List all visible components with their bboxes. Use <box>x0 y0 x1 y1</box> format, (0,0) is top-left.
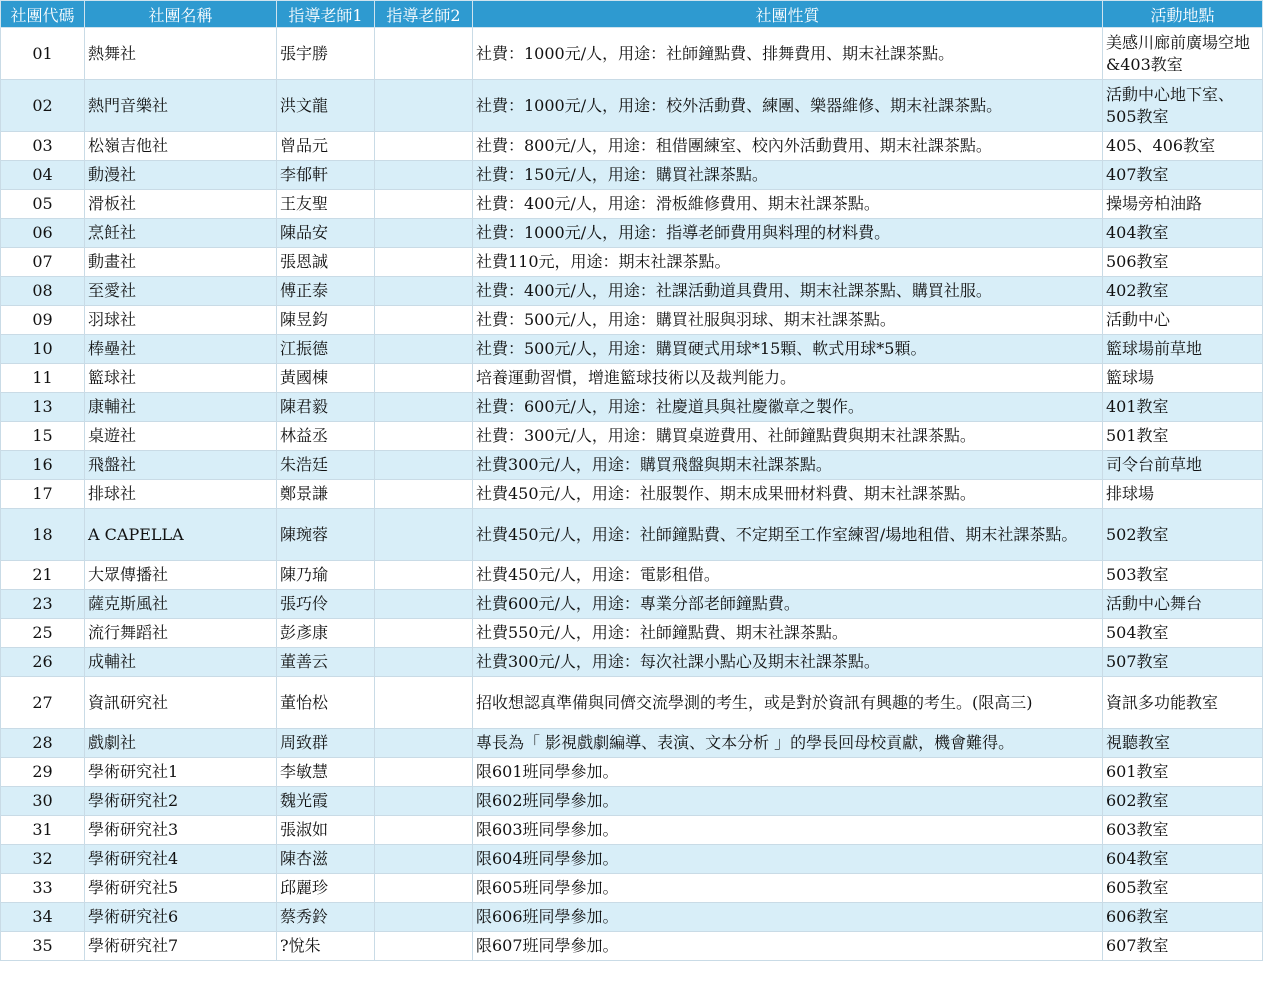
teacher-1-cell: 洪文龍 <box>277 80 375 132</box>
location-cell: 402教室 <box>1103 277 1263 306</box>
teacher-1-cell: 魏光霞 <box>277 787 375 816</box>
club-description-cell: 限607班同學參加。 <box>473 932 1103 961</box>
club-name-cell: 排球社 <box>85 480 277 509</box>
table-row <box>1 306 1263 335</box>
teacher-2-cell <box>375 80 473 132</box>
club-name-cell: 學術研究社6 <box>85 903 277 932</box>
teacher-1-cell: 蔡秀鈴 <box>277 903 375 932</box>
header-teacher-1: 指導老師1 <box>277 1 375 28</box>
table-row <box>1 590 1263 619</box>
club-code-cell: 11 <box>1 364 85 393</box>
teacher-1-cell: 陳君毅 <box>277 393 375 422</box>
club-description-cell: 限605班同學參加。 <box>473 874 1103 903</box>
table-row <box>1 816 1263 845</box>
teacher-1-cell: 張恩誠 <box>277 248 375 277</box>
club-description-cell: 社費：800元/人，用途：租借團練室、校內外活動費用、期末社課茶點。 <box>473 132 1103 161</box>
teacher-2-cell <box>375 277 473 306</box>
teacher-2-cell <box>375 845 473 874</box>
table-row <box>1 422 1263 451</box>
club-code-cell: 04 <box>1 161 85 190</box>
teacher-2-cell <box>375 590 473 619</box>
teacher-1-cell: ?悅朱 <box>277 932 375 961</box>
club-code-cell: 15 <box>1 422 85 451</box>
club-description-cell: 社費：1000元/人，用途：社師鐘點費、排舞費用、期末社課茶點。 <box>473 28 1103 80</box>
club-name-cell: 動畫社 <box>85 248 277 277</box>
club-code-cell: 01 <box>1 28 85 80</box>
teacher-1-cell: 陳乃瑜 <box>277 561 375 590</box>
teacher-2-cell <box>375 816 473 845</box>
teacher-2-cell <box>375 648 473 677</box>
club-name-cell: 大眾傳播社 <box>85 561 277 590</box>
club-description-cell: 專長為「 影視戲劇編導、表演、文本分析 」的學長回母校貢獻，機會難得。 <box>473 729 1103 758</box>
header-club-description: 社團性質 <box>473 1 1103 28</box>
club-description-cell: 社費：300元/人，用途：購買桌遊費用、社師鐘點費與期末社課茶點。 <box>473 422 1103 451</box>
location-cell: 606教室 <box>1103 903 1263 932</box>
location-cell: 603教室 <box>1103 816 1263 845</box>
teacher-2-cell <box>375 903 473 932</box>
teacher-1-cell: 王友聖 <box>277 190 375 219</box>
location-cell: 美感川廊前廣場空地&403教室 <box>1103 28 1263 80</box>
location-cell: 排球場 <box>1103 480 1263 509</box>
club-description-cell: 社費300元/人，用途：購買飛盤與期末社課茶點。 <box>473 451 1103 480</box>
teacher-1-cell: 邱麗珍 <box>277 874 375 903</box>
table-row <box>1 845 1263 874</box>
location-cell: 503教室 <box>1103 561 1263 590</box>
club-description-cell: 社費450元/人，用途：社師鐘點費、不定期至工作室練習/場地租借、期末社課茶點。 <box>473 509 1103 561</box>
location-cell: 401教室 <box>1103 393 1263 422</box>
club-description-cell: 限602班同學參加。 <box>473 787 1103 816</box>
teacher-1-cell: 陳昱鈞 <box>277 306 375 335</box>
teacher-2-cell <box>375 787 473 816</box>
teacher-2-cell <box>375 219 473 248</box>
teacher-2-cell <box>375 248 473 277</box>
club-name-cell: A CAPELLA <box>85 509 277 561</box>
table-row <box>1 190 1263 219</box>
teacher-1-cell: 周致群 <box>277 729 375 758</box>
club-code-cell: 32 <box>1 845 85 874</box>
location-cell: 活動中心 <box>1103 306 1263 335</box>
club-code-cell: 05 <box>1 190 85 219</box>
club-name-cell: 薩克斯風社 <box>85 590 277 619</box>
club-description-cell: 社費450元/人，用途：電影租借。 <box>473 561 1103 590</box>
table-row <box>1 28 1263 80</box>
teacher-2-cell <box>375 729 473 758</box>
club-code-cell: 07 <box>1 248 85 277</box>
club-code-cell: 21 <box>1 561 85 590</box>
club-name-cell: 學術研究社4 <box>85 845 277 874</box>
teacher-1-cell: 曾品元 <box>277 132 375 161</box>
table-row <box>1 132 1263 161</box>
teacher-2-cell <box>375 932 473 961</box>
teacher-2-cell <box>375 306 473 335</box>
table-row <box>1 619 1263 648</box>
club-code-cell: 13 <box>1 393 85 422</box>
club-description-cell: 社費550元/人，用途：社師鐘點費、期末社課茶點。 <box>473 619 1103 648</box>
club-description-cell: 限601班同學參加。 <box>473 758 1103 787</box>
club-description-cell: 社費：400元/人，用途：滑板維修費用、期末社課茶點。 <box>473 190 1103 219</box>
club-code-cell: 31 <box>1 816 85 845</box>
teacher-1-cell: 張巧伶 <box>277 590 375 619</box>
location-cell: 籃球場前草地 <box>1103 335 1263 364</box>
location-cell: 602教室 <box>1103 787 1263 816</box>
club-name-cell: 學術研究社3 <box>85 816 277 845</box>
teacher-2-cell <box>375 509 473 561</box>
club-code-cell: 03 <box>1 132 85 161</box>
teacher-1-cell: 董善云 <box>277 648 375 677</box>
table-row <box>1 219 1263 248</box>
club-description-cell: 限606班同學參加。 <box>473 903 1103 932</box>
club-name-cell: 棒壘社 <box>85 335 277 364</box>
table-row <box>1 758 1263 787</box>
table-row <box>1 80 1263 132</box>
location-cell: 404教室 <box>1103 219 1263 248</box>
teacher-1-cell: 董怡松 <box>277 677 375 729</box>
club-name-cell: 松嶺吉他社 <box>85 132 277 161</box>
club-name-cell: 動漫社 <box>85 161 277 190</box>
table-row <box>1 335 1263 364</box>
club-code-cell: 25 <box>1 619 85 648</box>
teacher-2-cell <box>375 364 473 393</box>
club-name-cell: 成輔社 <box>85 648 277 677</box>
teacher-2-cell <box>375 561 473 590</box>
teacher-1-cell: 李敏慧 <box>277 758 375 787</box>
teacher-1-cell: 黃國棟 <box>277 364 375 393</box>
club-code-cell: 26 <box>1 648 85 677</box>
club-description-cell: 社費300元/人，用途：每次社課小點心及期末社課茶點。 <box>473 648 1103 677</box>
teacher-1-cell: 林益丞 <box>277 422 375 451</box>
teacher-1-cell: 傅正泰 <box>277 277 375 306</box>
club-name-cell: 戲劇社 <box>85 729 277 758</box>
location-cell: 資訊多功能教室 <box>1103 677 1263 729</box>
club-description-cell: 社費：150元/人，用途：購買社課茶點。 <box>473 161 1103 190</box>
location-cell: 607教室 <box>1103 932 1263 961</box>
location-cell: 操場旁柏油路 <box>1103 190 1263 219</box>
club-name-cell: 流行舞蹈社 <box>85 619 277 648</box>
club-code-cell: 09 <box>1 306 85 335</box>
club-code-cell: 34 <box>1 903 85 932</box>
teacher-2-cell <box>375 393 473 422</box>
location-cell: 視聽教室 <box>1103 729 1263 758</box>
club-description-cell: 社費110元，用途：期末社課茶點。 <box>473 248 1103 277</box>
table-row <box>1 161 1263 190</box>
club-code-cell: 06 <box>1 219 85 248</box>
club-name-cell: 飛盤社 <box>85 451 277 480</box>
header-club-code: 社團代碼 <box>1 1 85 28</box>
table-row <box>1 480 1263 509</box>
club-code-cell: 33 <box>1 874 85 903</box>
table-body <box>1 28 1263 961</box>
teacher-2-cell <box>375 28 473 80</box>
teacher-1-cell: 陳杏滋 <box>277 845 375 874</box>
club-description-cell: 招收想認真準備與同儕交流學測的考生，或是對於資訊有興趣的考生。(限高三) <box>473 677 1103 729</box>
header-teacher-2: 指導老師2 <box>375 1 473 28</box>
table-row <box>1 677 1263 729</box>
header-row <box>1 1 1263 28</box>
location-cell: 506教室 <box>1103 248 1263 277</box>
club-code-cell: 17 <box>1 480 85 509</box>
table-row <box>1 509 1263 561</box>
club-description-cell: 限603班同學參加。 <box>473 816 1103 845</box>
club-name-cell: 熱舞社 <box>85 28 277 80</box>
table-row <box>1 393 1263 422</box>
location-cell: 604教室 <box>1103 845 1263 874</box>
teacher-2-cell <box>375 132 473 161</box>
club-description-cell: 社費：1000元/人，用途：指導老師費用與料理的材料費。 <box>473 219 1103 248</box>
table-row <box>1 364 1263 393</box>
location-cell: 活動中心舞台 <box>1103 590 1263 619</box>
club-name-cell: 學術研究社7 <box>85 932 277 961</box>
club-code-cell: 16 <box>1 451 85 480</box>
club-code-cell: 30 <box>1 787 85 816</box>
club-name-cell: 羽球社 <box>85 306 277 335</box>
club-description-cell: 社費：500元/人，用途：購買硬式用球*15顆、軟式用球*5顆。 <box>473 335 1103 364</box>
club-description-cell: 社費：1000元/人，用途：校外活動費、練團、樂器維修、期末社課茶點。 <box>473 80 1103 132</box>
teacher-1-cell: 張宇勝 <box>277 28 375 80</box>
club-description-cell: 社費450元/人，用途：社服製作、期末成果冊材料費、期末社課茶點。 <box>473 480 1103 509</box>
teacher-1-cell: 李郁軒 <box>277 161 375 190</box>
header-location: 活動地點 <box>1103 1 1263 28</box>
club-name-cell: 康輔社 <box>85 393 277 422</box>
location-cell: 605教室 <box>1103 874 1263 903</box>
table-row <box>1 561 1263 590</box>
club-description-cell: 社費600元/人，用途：專業分部老師鐘點費。 <box>473 590 1103 619</box>
club-name-cell: 籃球社 <box>85 364 277 393</box>
teacher-1-cell: 鄭景謙 <box>277 480 375 509</box>
location-cell: 501教室 <box>1103 422 1263 451</box>
teacher-1-cell: 彭彥康 <box>277 619 375 648</box>
table-row <box>1 787 1263 816</box>
teacher-2-cell <box>375 480 473 509</box>
club-code-cell: 28 <box>1 729 85 758</box>
teacher-2-cell <box>375 619 473 648</box>
location-cell: 601教室 <box>1103 758 1263 787</box>
location-cell: 407教室 <box>1103 161 1263 190</box>
location-cell: 507教室 <box>1103 648 1263 677</box>
club-description-cell: 限604班同學參加。 <box>473 845 1103 874</box>
club-name-cell: 至愛社 <box>85 277 277 306</box>
club-code-cell: 02 <box>1 80 85 132</box>
location-cell: 504教室 <box>1103 619 1263 648</box>
teacher-1-cell: 陳琬蓉 <box>277 509 375 561</box>
table-row <box>1 451 1263 480</box>
club-code-cell: 18 <box>1 509 85 561</box>
teacher-2-cell <box>375 874 473 903</box>
location-cell: 活動中心地下室、505教室 <box>1103 80 1263 132</box>
table-row <box>1 932 1263 961</box>
table-row <box>1 903 1263 932</box>
club-name-cell: 滑板社 <box>85 190 277 219</box>
club-description-cell: 培養運動習慣，增進籃球技術以及裁判能力。 <box>473 364 1103 393</box>
club-description-cell: 社費：400元/人，用途：社課活動道具費用、期末社課茶點、購買社服。 <box>473 277 1103 306</box>
club-name-cell: 資訊研究社 <box>85 677 277 729</box>
location-cell: 502教室 <box>1103 509 1263 561</box>
location-cell: 司令台前草地 <box>1103 451 1263 480</box>
teacher-1-cell: 陳品安 <box>277 219 375 248</box>
table-row <box>1 874 1263 903</box>
club-description-cell: 社費：600元/人，用途：社慶道具與社慶徽章之製作。 <box>473 393 1103 422</box>
club-code-cell: 08 <box>1 277 85 306</box>
club-name-cell: 學術研究社2 <box>85 787 277 816</box>
teacher-2-cell <box>375 335 473 364</box>
location-cell: 籃球場 <box>1103 364 1263 393</box>
teacher-2-cell <box>375 451 473 480</box>
teacher-1-cell: 江振德 <box>277 335 375 364</box>
teacher-2-cell <box>375 422 473 451</box>
table-row <box>1 729 1263 758</box>
teacher-2-cell <box>375 758 473 787</box>
club-name-cell: 熱門音樂社 <box>85 80 277 132</box>
header-club-name: 社團名稱 <box>85 1 277 28</box>
club-name-cell: 桌遊社 <box>85 422 277 451</box>
club-description-cell: 社費：500元/人，用途：購買社服與羽球、期末社課茶點。 <box>473 306 1103 335</box>
club-code-cell: 27 <box>1 677 85 729</box>
teacher-1-cell: 朱浩廷 <box>277 451 375 480</box>
table-row <box>1 648 1263 677</box>
table-row <box>1 277 1263 306</box>
location-cell: 405、406教室 <box>1103 132 1263 161</box>
teacher-2-cell <box>375 190 473 219</box>
club-code-cell: 10 <box>1 335 85 364</box>
teacher-2-cell <box>375 677 473 729</box>
club-code-cell: 29 <box>1 758 85 787</box>
club-name-cell: 烹飪社 <box>85 219 277 248</box>
teacher-1-cell: 張淑如 <box>277 816 375 845</box>
club-name-cell: 學術研究社5 <box>85 874 277 903</box>
table-row <box>1 248 1263 277</box>
club-code-cell: 23 <box>1 590 85 619</box>
club-code-cell: 35 <box>1 932 85 961</box>
teacher-2-cell <box>375 161 473 190</box>
club-name-cell: 學術研究社1 <box>85 758 277 787</box>
